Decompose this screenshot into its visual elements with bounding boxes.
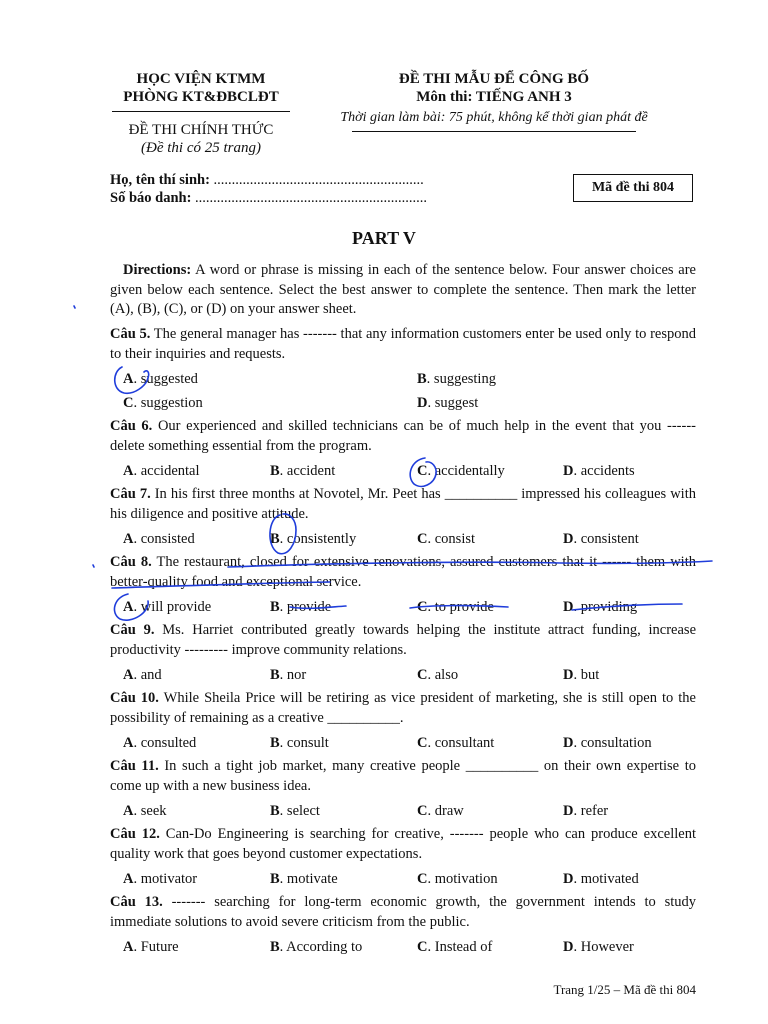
question-number: Câu 12. xyxy=(110,826,160,842)
option-letter: A xyxy=(123,803,134,819)
time-line: Thời gian làm bài: 75 phút, không kể thời gian phát đề xyxy=(340,110,648,125)
question-number: Câu 8. xyxy=(110,554,152,570)
question-number: Câu 13. xyxy=(110,894,163,910)
option-letter: C xyxy=(417,939,428,955)
option-letter: C xyxy=(123,395,134,411)
option-text: . consultant xyxy=(427,735,495,751)
option-text: . consistent xyxy=(573,531,639,547)
option-text: . However xyxy=(573,939,634,955)
option-text: . consisted xyxy=(133,531,195,547)
option-letter: D xyxy=(563,939,574,955)
option-text: . refer xyxy=(573,803,609,819)
answer-option-d xyxy=(563,461,635,481)
question-text: While Sheila Price will be retiring as vice president of marketing, she is still open to the possibility of remaining as a creative __________. xyxy=(110,690,696,726)
option-letter: A xyxy=(123,871,134,887)
option-letter: A xyxy=(123,939,134,955)
part-title: PART V xyxy=(352,228,416,248)
option-letter: B xyxy=(270,939,280,955)
directions xyxy=(110,261,696,320)
option-letter: D xyxy=(563,463,574,479)
option-text: . seek xyxy=(133,803,167,819)
answer-option-d xyxy=(563,937,634,957)
answer-option-d xyxy=(563,801,608,821)
answer-option-a xyxy=(123,597,211,617)
answer-option-d xyxy=(563,733,652,753)
option-letter: D xyxy=(563,735,574,751)
answer-option-d xyxy=(563,665,599,685)
question-stem xyxy=(110,757,696,796)
question-stem xyxy=(110,417,696,456)
answer-option-b xyxy=(270,733,329,753)
answer-option-c xyxy=(417,937,492,957)
option-letter: C xyxy=(417,735,428,751)
question-text: The restaurant, closed for extensive renovations, assured customers that it ------ them with better-quality food and exceptional service. xyxy=(110,554,696,590)
question-text: Ms. Harriet contributed greatly towards helping the institute attract funding, increase productivity --------- improve community relations. xyxy=(110,622,696,658)
option-text: . consultation xyxy=(573,735,652,751)
directions-label: Directions: xyxy=(123,262,192,278)
answer-option-c xyxy=(417,529,475,549)
option-text: . motivator xyxy=(133,871,198,887)
option-text: . provide xyxy=(279,599,332,615)
answer-option-a xyxy=(123,801,167,821)
option-letter: A xyxy=(123,599,134,615)
question-stem xyxy=(110,553,696,592)
option-letter: D xyxy=(563,803,574,819)
option-text: . consist xyxy=(427,531,476,547)
answer-option-b xyxy=(270,801,320,821)
question-number: Câu 6. xyxy=(110,418,153,434)
option-text: . accident xyxy=(279,463,336,479)
answer-option-d xyxy=(563,597,637,617)
answer-option-c xyxy=(417,733,494,753)
option-letter: A xyxy=(123,531,134,547)
option-letter: C xyxy=(417,667,428,683)
question-stem xyxy=(110,893,696,932)
candidate-name-field: .......................................................... xyxy=(209,172,424,188)
answer-option-a xyxy=(123,937,179,957)
exam-code-box: Mã đề thi 804 xyxy=(573,174,693,202)
department-name: PHÒNG KT&ĐBCLĐT xyxy=(123,89,279,105)
option-letter: A xyxy=(123,371,134,387)
option-text: . suggest xyxy=(427,395,479,411)
candidate-id-field: ................................................................ xyxy=(191,190,428,206)
option-text: . motivated xyxy=(573,871,639,887)
margin-dot-1 xyxy=(74,306,75,308)
option-letter: C xyxy=(417,463,428,479)
option-letter: B xyxy=(270,599,280,615)
question-stem xyxy=(110,325,696,364)
header-left-rule xyxy=(112,111,290,112)
question-number: Câu 7. xyxy=(110,486,151,502)
question-number: Câu 11. xyxy=(110,758,159,774)
question-text: ------- searching for long-term economic growth, the government intends to study immediate solutions to avoid severe criticism from the public. xyxy=(110,894,696,930)
option-text: . motivate xyxy=(279,871,338,887)
question-stem xyxy=(110,621,696,660)
option-letter: B xyxy=(270,463,280,479)
option-text: . but xyxy=(573,667,600,683)
answer-option-a xyxy=(123,529,195,549)
answer-option-c xyxy=(417,597,494,617)
answer-option-a xyxy=(123,869,197,889)
candidate-name-label: Họ, tên thí sinh: xyxy=(110,172,210,188)
question-number: Câu 9. xyxy=(110,622,155,638)
option-letter: D xyxy=(563,667,574,683)
answer-option-a xyxy=(123,733,196,753)
candidate-name-line xyxy=(110,170,424,190)
candidate-id-label: Số báo danh: xyxy=(110,190,192,206)
option-letter: B xyxy=(270,871,280,887)
answer-option-a xyxy=(123,369,198,389)
question-text: Can-Do Engineering is searching for creative, ------- people who can produce excellent quality work that goes beyond customer expectations. xyxy=(110,826,696,862)
question-text: In his first three months at Novotel, Mr. Peet has __________ impressed his colleagues with his diligence and positive attitude. xyxy=(110,486,696,522)
answer-option-c xyxy=(417,801,464,821)
option-text: . According to xyxy=(279,939,363,955)
answer-option-c xyxy=(417,869,498,889)
option-text: . Instead of xyxy=(427,939,493,955)
option-letter: C xyxy=(417,803,428,819)
option-text: . suggesting xyxy=(426,371,496,387)
question-text: In such a tight job market, many creative people __________ on their own expertise to come up with a new business idea. xyxy=(110,758,696,794)
header-right-rule xyxy=(352,131,636,132)
option-letter: C xyxy=(417,871,428,887)
answer-option-b xyxy=(270,665,306,685)
answer-option-a xyxy=(123,665,162,685)
answer-option-b xyxy=(270,937,362,957)
option-letter: D xyxy=(563,531,574,547)
answer-option-d xyxy=(417,393,478,413)
question-text: Our experienced and skilled technicians can be of much help in the event that you ------ delete something essential from the program. xyxy=(110,418,696,454)
option-letter: B xyxy=(417,371,427,387)
candidate-id-line xyxy=(110,188,427,208)
option-text: . accidentally xyxy=(427,463,505,479)
option-text: . accidental xyxy=(133,463,200,479)
question-number: Câu 5. xyxy=(110,326,151,342)
question-stem xyxy=(110,689,696,728)
option-letter: B xyxy=(270,803,280,819)
subject-line: Môn thi: TIẾNG ANH 3 xyxy=(416,89,572,105)
option-text: . suggested xyxy=(133,371,198,387)
question-stem xyxy=(110,825,696,864)
option-text: . suggestion xyxy=(133,395,203,411)
option-text: . Future xyxy=(133,939,179,955)
option-text: . will provide xyxy=(133,599,212,615)
question-text: The general manager has ------- that any information customers enter be used only to respond to their inquiries and requests. xyxy=(110,326,696,362)
option-letter: A xyxy=(123,667,134,683)
institution-name: HỌC VIỆN KTMM xyxy=(136,71,266,87)
directions-text: A word or phrase is missing in each of the sentence below. Four answer choices are given below each sentence. Select the best answer to complete the sentence. Then mark the letter (A), (B), (C), or (D) on your answer sheet. xyxy=(110,262,696,317)
option-text: . consistently xyxy=(279,531,357,547)
answer-option-b xyxy=(270,869,338,889)
option-letter: A xyxy=(123,463,134,479)
option-text: . motivation xyxy=(427,871,498,887)
answer-option-b xyxy=(270,529,356,549)
answer-option-a xyxy=(123,461,200,481)
option-text: . providing xyxy=(573,599,638,615)
answer-option-b xyxy=(270,597,331,617)
option-text: . also xyxy=(427,667,459,683)
question-number: Câu 10. xyxy=(110,690,159,706)
option-letter: C xyxy=(417,531,428,547)
page-footer: Trang 1/25 – Mã đề thi 804 xyxy=(553,982,696,997)
answer-option-d xyxy=(563,869,639,889)
option-text: . and xyxy=(133,667,162,683)
option-text: . select xyxy=(279,803,320,819)
option-text: . consulted xyxy=(133,735,197,751)
option-text: . nor xyxy=(279,667,307,683)
answer-option-b xyxy=(270,461,335,481)
margin-dot-2 xyxy=(93,565,94,567)
option-letter: D xyxy=(563,871,574,887)
answer-option-c xyxy=(417,461,505,481)
option-letter: D xyxy=(563,599,574,615)
answer-option-b xyxy=(417,369,496,389)
option-letter: B xyxy=(270,667,280,683)
page-count-note: (Đề thi có 25 trang) xyxy=(141,140,261,156)
option-letter: B xyxy=(270,531,280,547)
answer-option-c xyxy=(417,665,458,685)
option-letter: D xyxy=(417,395,428,411)
option-text: . to provide xyxy=(427,599,494,615)
question-stem xyxy=(110,485,696,524)
exam-status: ĐỀ THI CHÍNH THỨC xyxy=(128,122,274,138)
exam-title: ĐỀ THI MẪU ĐỂ CÔNG BỐ xyxy=(398,71,590,87)
answer-option-c xyxy=(123,393,203,413)
option-text: . draw xyxy=(427,803,464,819)
option-letter: C xyxy=(417,599,428,615)
option-text: . consult xyxy=(279,735,329,751)
option-letter: A xyxy=(123,735,134,751)
option-letter: B xyxy=(270,735,280,751)
answer-option-d xyxy=(563,529,639,549)
option-text: . accidents xyxy=(573,463,635,479)
